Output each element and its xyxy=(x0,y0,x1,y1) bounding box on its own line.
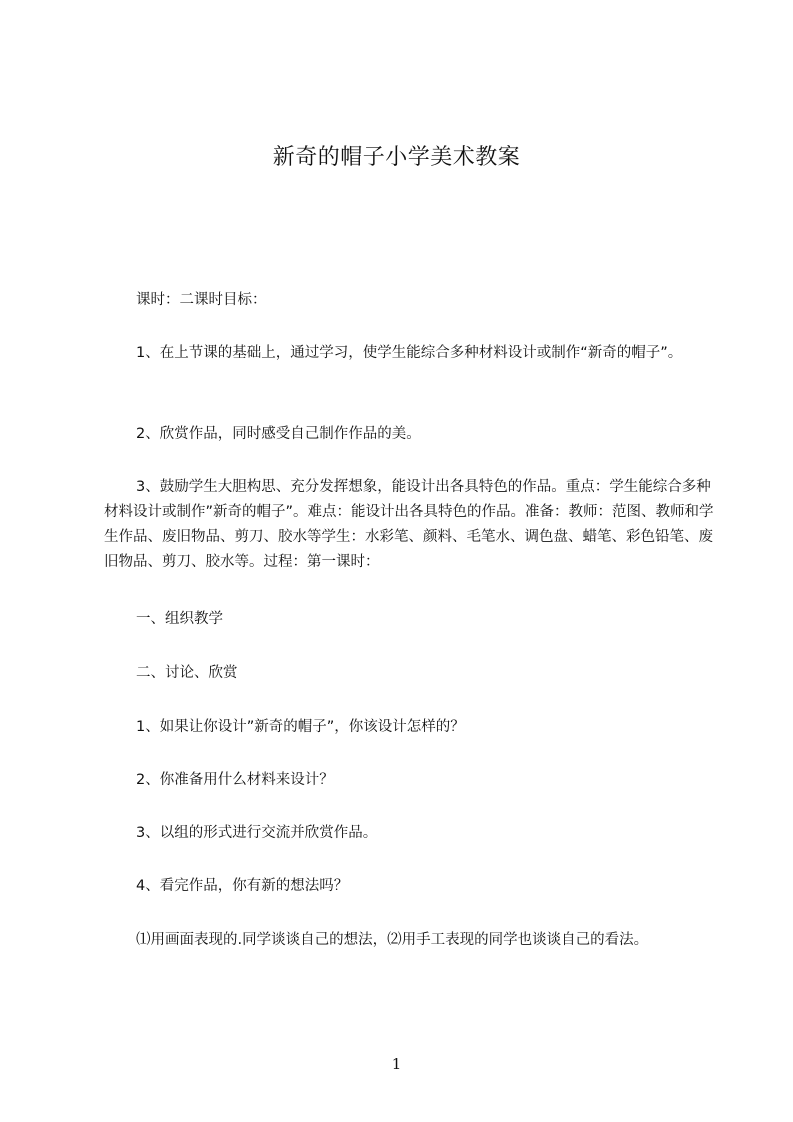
paragraph-section-2: 二、讨论、欣赏 xyxy=(136,665,238,681)
paragraph-section-1: 一、组织教学 xyxy=(136,611,223,627)
paragraph-question-1: 1、如果让你设计”新奇的帽子”，你该设计怎样的？ xyxy=(136,719,465,735)
paragraph-question-4: 4、看完作品，你有新的想法吗？ xyxy=(136,878,349,894)
paragraph-question-3: 3、以组的形式进行交流并欣赏作品。 xyxy=(136,825,378,841)
paragraph-question-2: 2、你准备用什么材料来设计？ xyxy=(136,772,334,788)
document-title: 新奇的帽子小学美术教案 xyxy=(272,145,521,170)
paragraph-goal-2: 2、欣赏作品，同时感受自己制作作品的美。 xyxy=(136,426,421,442)
paragraph-lesson-time: 课时：二课时目标： xyxy=(136,292,267,308)
paragraph-goal-1: 1、在上节课的基础上，通过学习，使学生能综合多种材料设计或制作“新奇的帽子”。 xyxy=(136,345,683,361)
paragraph-sub-points: ⑴用画面表现的.同学谈谈自己的想法，⑵用手工表现的同学也谈谈自己的看法。 xyxy=(136,932,649,948)
page-number: 1 xyxy=(391,1055,402,1073)
paragraph-goal-3: 3、鼓励学生大胆构思、充分发挥想象，能设计出各具特色的作品。重点：学生能综合多种材料设计或制作”新奇的帽子”。难点：能设计出各具特色的作品。准备：教师：范图、教师和学生作品、废旧物品、剪刀、胶水等学生：水彩笔、颜料、毛笔水、调色盘、蜡笔、彩色铅笔、废旧物品、剪刀、胶水等。过程：第一课时： xyxy=(104,479,714,570)
